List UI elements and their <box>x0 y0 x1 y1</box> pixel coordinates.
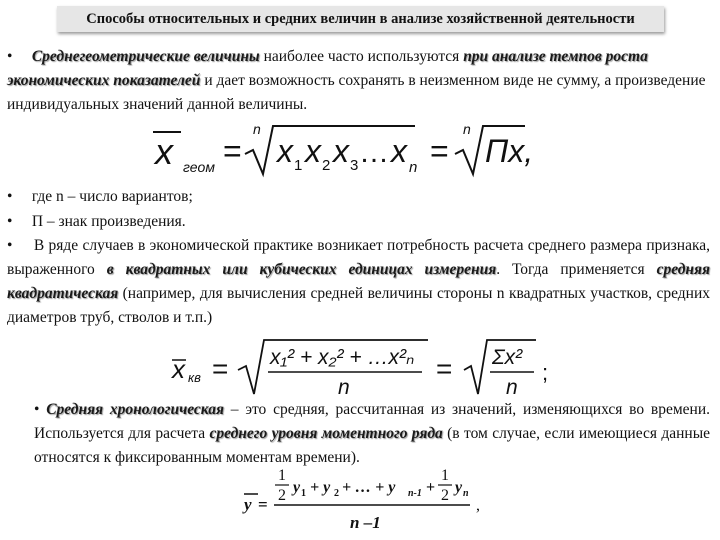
formula-geometric-mean <box>145 118 565 180</box>
formula-symbol: x <box>333 133 349 169</box>
list-item-n <box>7 185 710 209</box>
formula-symbol: n-1 <box>408 488 422 499</box>
formula-symbol: + y <box>310 479 331 496</box>
text: и дает возможность сохранять в неизменном виде не сумму, а произведение индивидуальных значений данной величины. <box>7 72 706 113</box>
formula-symbol: ; <box>542 360 549 385</box>
text: (в том случае, если имеющиеся данные относятся к фиксированным моментам времени). <box>34 425 710 466</box>
text: (например, для вычисления средней величины стороны n квадратных участков, средних диаметров труб, стволов и т.п.) <box>7 285 710 326</box>
text: В ряде случаев в экономической практике возникает потребность расчета среднего размера признака, выраженного <box>7 237 711 278</box>
formula-denominator: n <box>338 376 350 399</box>
formula-symbol: 3 <box>350 157 359 174</box>
formula-subscript: кв <box>188 370 201 385</box>
formula-symbol: x <box>391 133 407 169</box>
formula-symbol: , <box>476 497 480 514</box>
formula-symbol: 2 <box>334 488 339 499</box>
bullet: • <box>7 188 13 205</box>
emphasis-units: в квадратных или кубических единицах измерения <box>106 261 497 278</box>
formula-symbol: … <box>359 136 389 169</box>
formula-symbol: 1 <box>278 467 286 484</box>
formula-symbol: 2 <box>278 487 286 504</box>
bullet: • <box>34 401 40 418</box>
term-quadratic-mean: средняя квадратическая <box>7 261 710 302</box>
text: наиболее часто используются <box>259 48 464 65</box>
formula-symbol: 2 <box>441 487 449 504</box>
formula-symbol: 1 <box>294 157 303 174</box>
formula-symbol: x <box>172 354 185 384</box>
text: где n – число вариантов; <box>31 188 193 205</box>
formula-symbol: n <box>463 488 469 499</box>
formula-denominator: n –1 <box>350 513 381 532</box>
formula-symbol: = <box>258 495 268 514</box>
formula-symbol: x <box>155 131 173 172</box>
list-item-pi <box>7 210 710 234</box>
formula-symbol: 1 <box>301 488 306 499</box>
text: – это средняя, рассчитанная из значений, изменяющихся во времени. Используется для расчета <box>34 401 710 442</box>
paragraph-chronological-mean <box>34 398 710 470</box>
slide-title: Способы относительных и средних величин в анализе хозяйственной деятельности <box>57 6 664 32</box>
bullet: • <box>7 48 13 65</box>
formula-numerator: x₁² + x₂² + …x²ₙ <box>270 346 415 369</box>
text: П – знак произведения. <box>31 213 186 230</box>
emphasis-moment-series: среднего уровня моментного ряда <box>209 425 443 442</box>
formula-chronological-mean <box>238 466 488 538</box>
paragraph-geometric-mean <box>7 45 710 117</box>
formula-symbol: + <box>426 479 436 496</box>
paragraph-quadratic-mean <box>7 234 710 330</box>
formula-symbol: 2 <box>322 157 331 174</box>
term-geometric-mean: Среднегеометрические величины <box>31 48 260 65</box>
text: . Тогда применяется <box>496 261 657 278</box>
bullet: • <box>7 237 13 254</box>
formula-symbol: x <box>277 133 293 169</box>
formula-symbol: 1 <box>441 467 449 484</box>
formula-numerator: Σx² <box>492 346 523 369</box>
formula-denominator: n <box>506 376 518 399</box>
formula-symbol: = <box>212 353 229 384</box>
formula-quadratic-mean <box>160 336 560 400</box>
formula-symbol: n <box>253 121 261 137</box>
term-chronological-mean: Средняя хронологическая <box>46 401 225 418</box>
formula-symbol: = <box>430 133 449 169</box>
formula-symbol: Пx, <box>485 133 534 169</box>
formula-symbol: + … + y <box>342 479 396 496</box>
formula-subscript: геом <box>183 159 215 175</box>
formula-symbol: = <box>223 133 242 169</box>
formula-symbol: y <box>293 479 301 496</box>
formula-symbol: y <box>455 479 463 496</box>
formula-symbol: y <box>244 495 252 514</box>
formula-symbol: n <box>409 159 418 176</box>
formula-symbol: n <box>463 121 471 137</box>
emphasis-growth-rates: при анализе темпов роста экономических показателей <box>7 48 648 89</box>
formula-symbol: x <box>305 133 321 169</box>
bullet: • <box>7 213 13 230</box>
formula-symbol: = <box>436 353 453 384</box>
